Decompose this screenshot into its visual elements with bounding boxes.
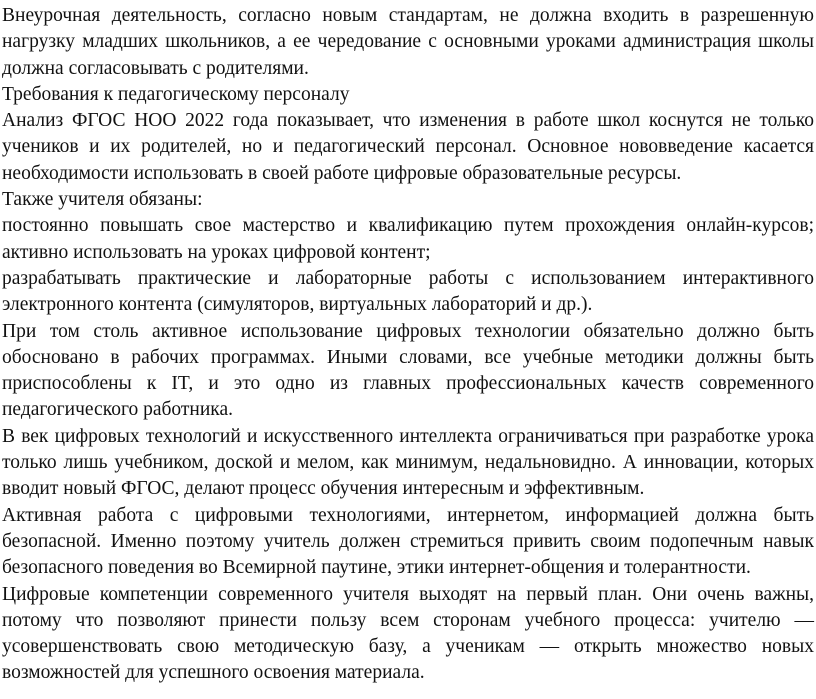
paragraph-safety: Активная работа с цифровыми технологиями, интернетом, информацией должна быть безопасной. Именно поэтому учитель должен стремиться привить своим подопечным навык безопасного поведения во Всемирной паутине, этики интернет-общения и толерантности. (2, 504, 814, 579)
paragraph-obligation-lab-works: разрабатывать практические и лабораторные работы с использованием интерактивного электронного контента (симуляторов, виртуальных лабораторий и др.). (2, 267, 814, 316)
paragraph-obligation-qualification: постоянно повышать свое мастерство и квалификацию путем прохождения онлайн-курсов; активно использовать на уроках цифровой контент; (2, 215, 814, 263)
paragraph-digital-competencies: Цифровые компетенции современного учителя выходят на первый план. Они очень важны, потому что позволяют принести пользу всем сторонам учебного процесса: учителю — усовершенствовать свою методическую базу, а ученикам — открыть множество новых возможностей для успешного освоения материала. (2, 583, 814, 684)
paragraph-extracurricular-intro: Внеурочная деятельность, согласно новым стандартам, не должна входить в разрешенную нагрузку младших школьников, а ее чередование с основными уроками администрация школы должна согласовывать с родителями. (2, 5, 814, 79)
section-heading-staff-requirements: Требования к педагогическому персоналу (2, 83, 350, 105)
paragraph-teacher-obligations-lead: Также учителя обязаны: (2, 189, 203, 211)
paragraph-digital-justification: При том столь активное использование цифровых технологии обязательно должно быть обосновано в рабочих программах. Иными словами, все учебные методики должны быть приспособлены к IT, и это одно из главных профессиональных качеств современного педагогического работника. (2, 320, 814, 421)
paragraph-fgos-analysis: Анализ ФГОС НОО 2022 года показывает, что изменения в работе школ коснутся не только учеников и их родителей, но и педагогический персонал. Основное нововведение касается необходимости использовать в своей работе цифровые образовательные ресурсы. (2, 110, 814, 184)
paragraph-ai-era: В век цифровых технологий и искусственного интеллекта ограничиваться при разработке урока только лишь учебником, доской и мелом, как минимум, недальновидно. А инновации, которых вводит новый ФГОС, делают процесс обучения интересным и эффективным. (2, 425, 814, 500)
